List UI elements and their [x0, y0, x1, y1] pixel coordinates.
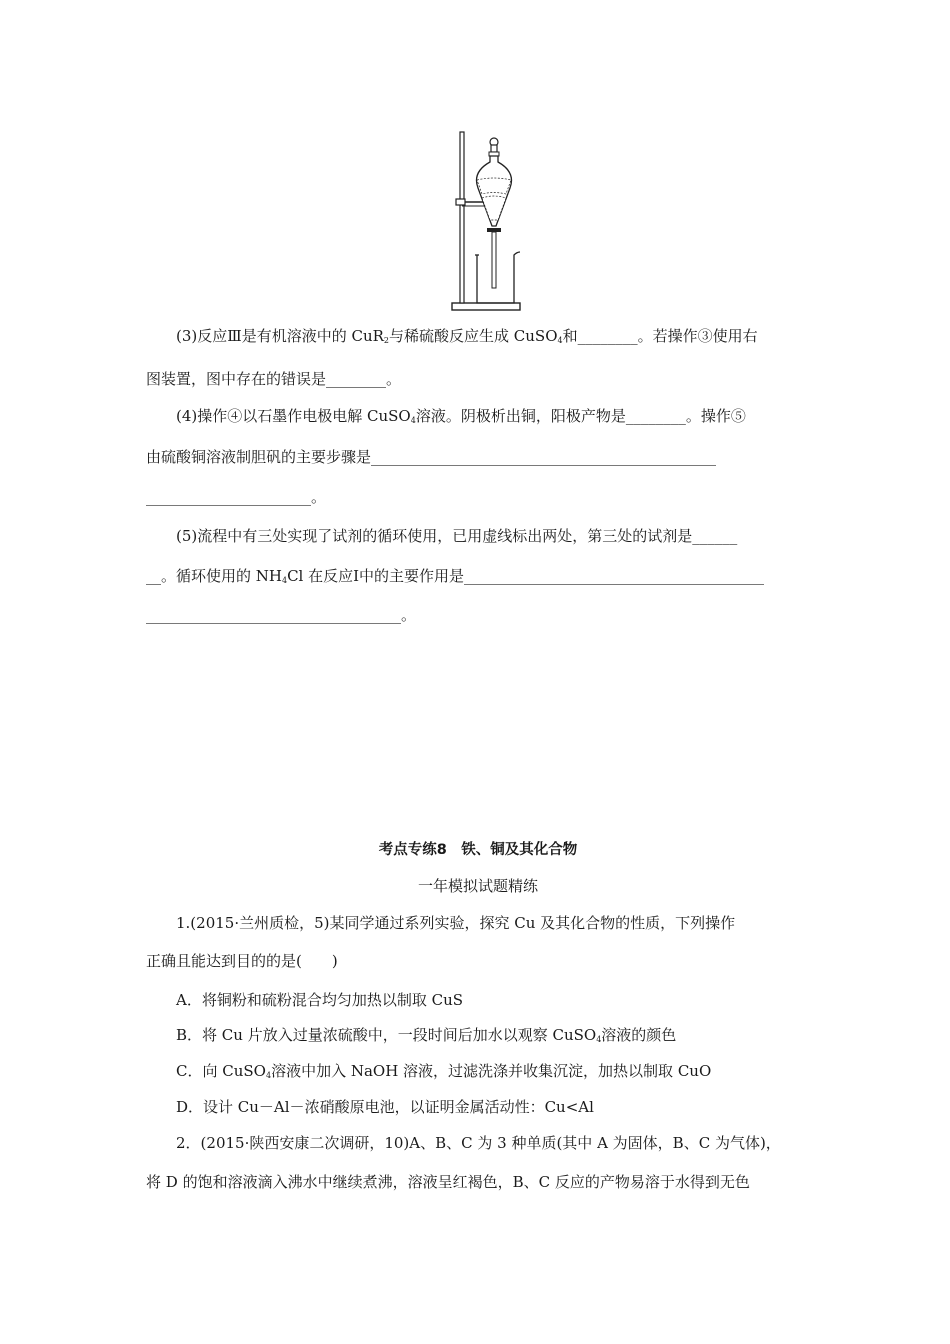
section-subtitle: 一年模拟试题精练	[417, 877, 538, 895]
stand-base	[452, 303, 520, 310]
p1-line-2: 正确且能达到目的的是( )	[146, 952, 338, 970]
p1-option-c	[176, 1061, 810, 1086]
p1-line-1: 1.(2015·兰州质检，5)某同学通过系列实验，探究 Cu 及其化合物的性质，下列操作	[176, 914, 736, 932]
q4-line-1	[176, 406, 810, 431]
q4-line-3: ______________________。	[146, 488, 327, 506]
stopcock	[487, 228, 501, 232]
p1-option-b	[176, 1025, 810, 1050]
q5-line-1: (5)流程中有三处实现了试剂的循环使用，已用虚线标出两处，第三处的试剂是______	[176, 527, 738, 545]
p1-option-a: A．将铜粉和硫粉混合均匀加热以制取 CuS	[176, 991, 464, 1009]
q4-text-b: 溶液。阴极析出铜，阳极产物是________。操作⑤	[415, 407, 746, 425]
subscript: 4	[557, 336, 563, 345]
q5-text-a: __。循环使用的 NH	[146, 567, 282, 585]
p1-option-c-text-a: C．向 CuSO	[176, 1062, 266, 1080]
beaker	[477, 252, 520, 303]
subscript: 4	[281, 576, 288, 585]
p2-line-1: 2．(2015·陕西安康二次调研，10)A、B、C 为 3 种单质(其中 A 为固体，B、C 为气体)，	[176, 1134, 781, 1152]
subscript: 2	[383, 336, 390, 345]
q3-text-a: (3)反应Ⅲ是有机溶液中的 CuR	[176, 327, 384, 345]
q3-text-b: 与稀硫酸反应生成 CuSO	[389, 327, 558, 345]
q5-line-3: __________________________________。	[146, 606, 417, 624]
subscript: 4	[410, 416, 416, 425]
p1-option-d: D．设计 Cu－Al－浓硝酸原电池，以证明金属活动性：Cu<Al	[176, 1098, 594, 1116]
p1-option-b-text-a: B．将 Cu 片放入过量浓硫酸中，一段时间后加水以观察 CuSO	[176, 1026, 597, 1044]
q5-text-b: Cl 在反应Ⅰ中的主要作用是________________________________________	[287, 567, 765, 585]
p1-option-b-text-b: 溶液的颜色	[601, 1026, 677, 1044]
section-title: 考点专练8 铁、铜及其化合物	[378, 842, 578, 858]
q3-text-c: 和________。若操作③使用右	[562, 327, 758, 345]
p2-line-2: 将 D 的饱和溶液滴入沸水中继续煮沸，溶液呈红褐色，B、C 反应的产物易溶于水得到无色	[146, 1173, 750, 1191]
subscript: 4	[596, 1035, 602, 1044]
subscript: 4	[265, 1071, 272, 1080]
q3-line-2: 图装置，图中存在的错误是________。	[146, 370, 402, 388]
q4-line-2: 由硫酸铜溶液制胆矾的主要步骤是______________________________________________	[146, 448, 717, 466]
q3-line-1	[176, 326, 810, 351]
q5-line-2	[146, 566, 810, 591]
p1-option-c-text-b: 溶液中加入 NaOH 溶液，过滤洗涤并收集沉淀，加热以制取 CuO	[271, 1062, 712, 1080]
q4-text-a: (4)操作④以石墨作电极电解 CuSO	[176, 407, 411, 425]
funnel-stem	[492, 232, 496, 288]
separatory-funnel-apparatus-figure	[440, 128, 530, 313]
stand-rod	[460, 132, 464, 303]
